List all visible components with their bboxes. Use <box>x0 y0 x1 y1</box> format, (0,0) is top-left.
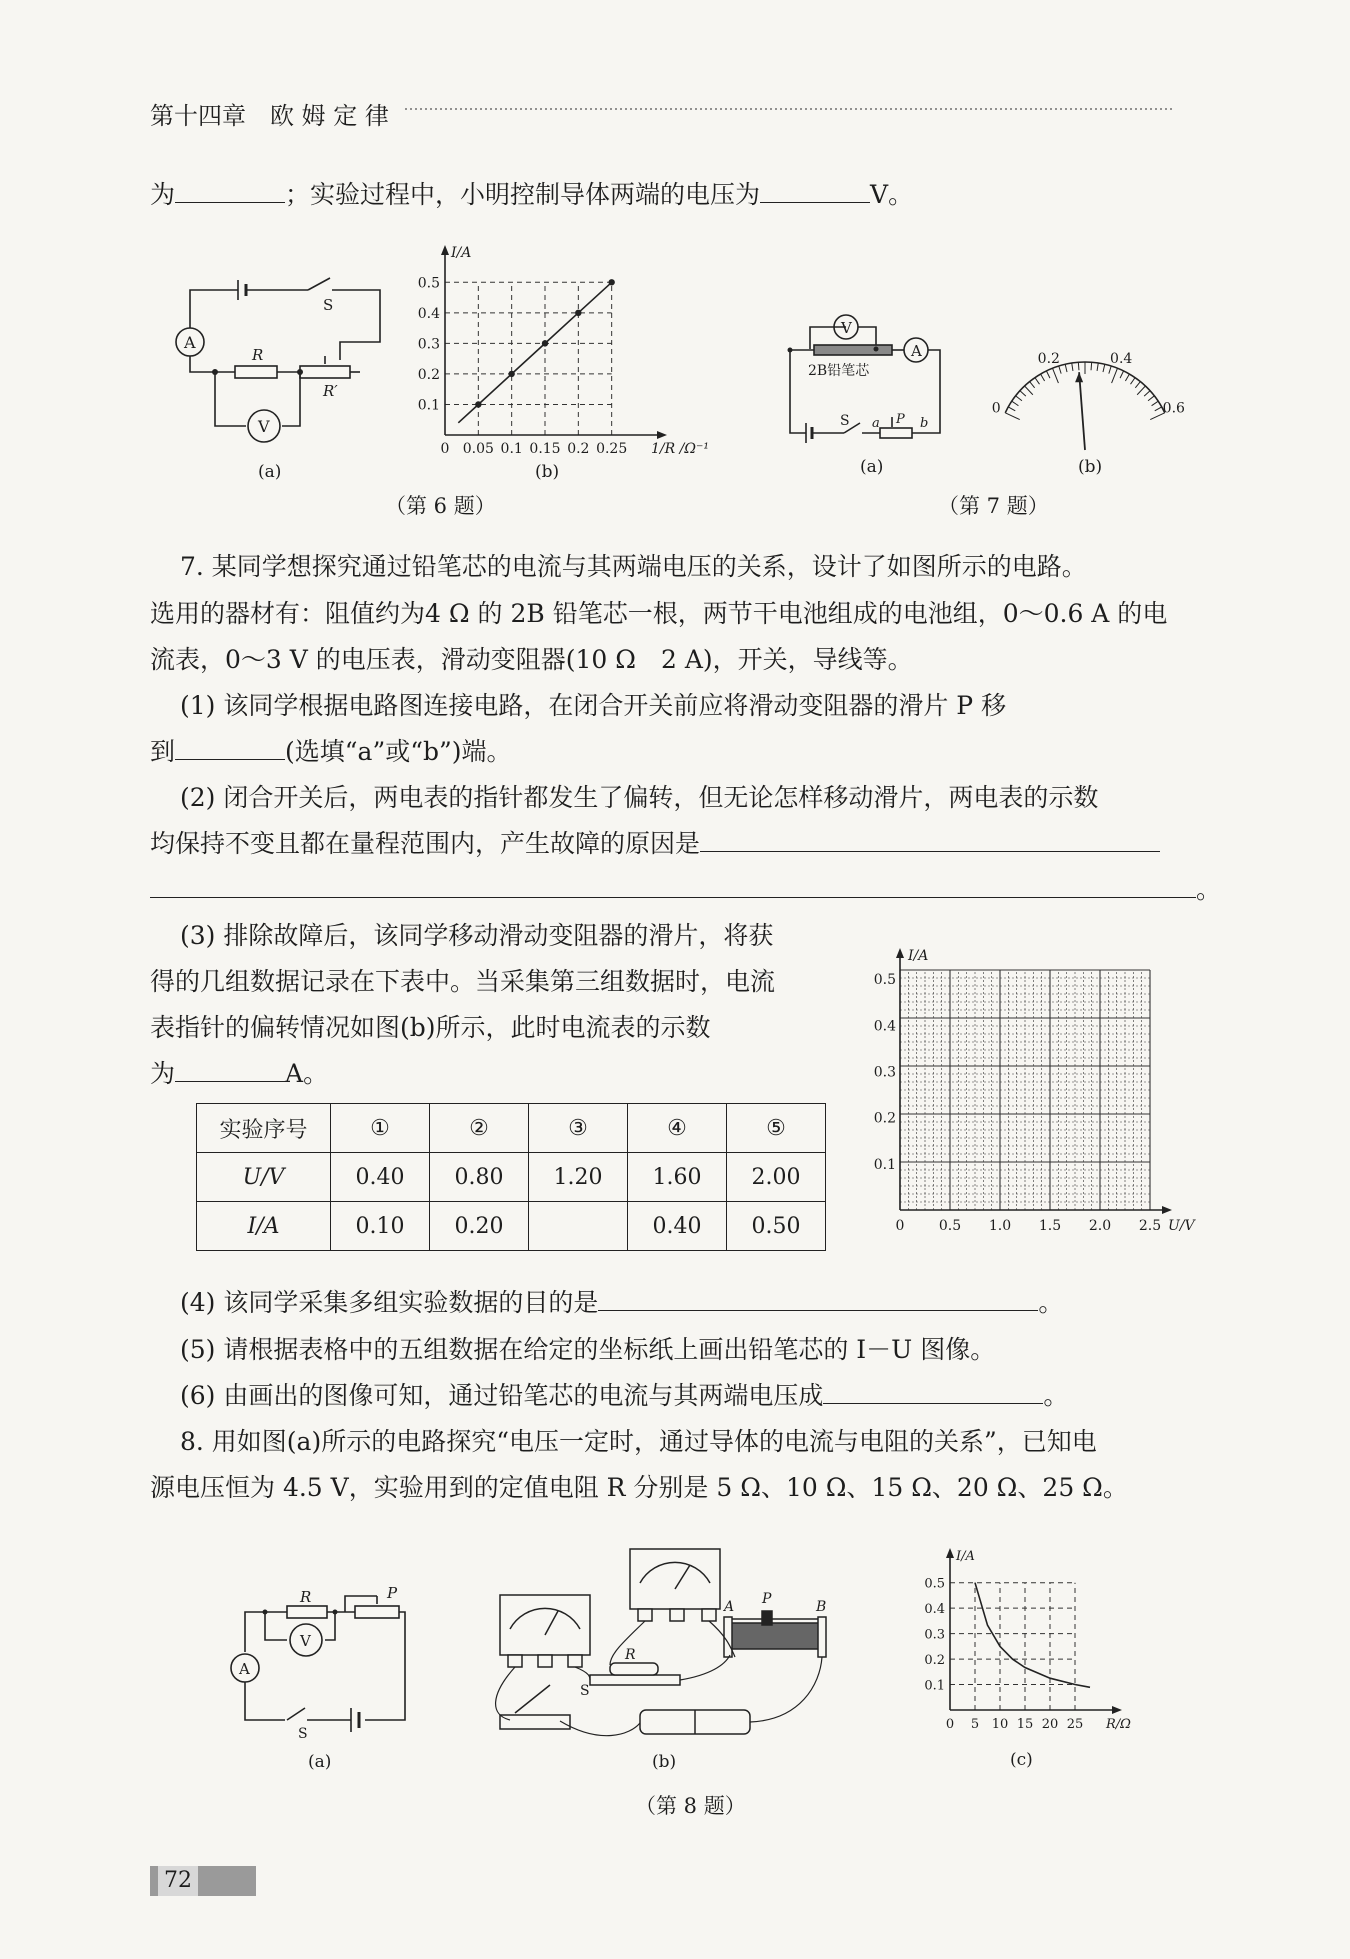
dial-needle <box>1079 372 1085 450</box>
voltmeter-label: V <box>300 1632 311 1650</box>
x-tick-label: 1.5 <box>1038 1218 1062 1234</box>
data-point <box>508 371 514 377</box>
resistor-label: R <box>252 346 264 364</box>
q6-text-line: 为 ；实验过程中，小明控制导体两端的电压为 V。 <box>150 180 914 209</box>
dial-tick <box>1097 363 1098 371</box>
table-cell: 0.10 <box>331 1202 430 1251</box>
y-tick-label: 0.3 <box>873 1064 896 1081</box>
x-tick-label: 0.15 <box>529 441 561 457</box>
y-tick-label: 0.5 <box>873 972 896 989</box>
y-tick-label: 0.4 <box>873 1018 896 1035</box>
q7-stem-line-3: 流表，0～3 V 的电压表，滑动变阻器(10 Ω 2 A)，开关，导线等。 <box>150 645 913 674</box>
q8-fig-c-label: (c) <box>1010 1750 1033 1770</box>
q8-circuit-diagram <box>225 1584 425 1742</box>
dial-tick <box>1059 366 1061 374</box>
table-cell: ⑤ <box>727 1104 826 1153</box>
q8-fig-b-label: (b) <box>652 1752 677 1772</box>
voltmeter-label: V <box>841 319 852 337</box>
photo-rheostat-p-label: P <box>762 1591 772 1607</box>
switch-label: S <box>298 1726 308 1742</box>
rheostat-end-a-label: a <box>872 416 880 431</box>
header-rule <box>405 106 1175 112</box>
x-tick-label: 2.0 <box>1088 1218 1112 1234</box>
resistor-label: R <box>300 1588 312 1606</box>
table-cell: 1.20 <box>529 1153 628 1202</box>
dial-tick <box>1155 407 1162 411</box>
table-cell: 0.50 <box>727 1202 826 1251</box>
table-cell: 0.20 <box>430 1202 529 1251</box>
dial-tick <box>1035 378 1040 385</box>
x-tick-label: 5 <box>970 1717 980 1732</box>
q7-part4-line: (4) 该同学采集多组实验数据的目的是 。 <box>180 1288 1064 1317</box>
y-tick-label: 0.3 <box>417 336 440 353</box>
q7-part3-line-2: 得的几组数据记录在下表中。当采集第三组数据时，电流 <box>150 967 776 996</box>
dial-tick <box>1078 362 1079 370</box>
y-tick-label: 0.2 <box>873 1110 896 1127</box>
x-axis-arrow <box>1112 1706 1122 1714</box>
dial-tick <box>1091 362 1092 370</box>
q7-grid-paper <box>870 930 1220 1250</box>
table-cell: ① <box>331 1104 430 1153</box>
q7-fig-a-label: (a) <box>860 457 884 477</box>
x-tick-label: 0 <box>895 1218 905 1234</box>
voltmeter-label: V <box>258 417 270 436</box>
q7-part3-line-1: (3) 排除故障后，该同学移动滑动变阻器的滑片，将获 <box>180 921 774 950</box>
y-axis-label: I/A <box>908 948 929 964</box>
dial-tick <box>1125 374 1129 381</box>
dial-tick <box>1137 386 1145 395</box>
y-tick-label: 0.1 <box>924 1678 945 1694</box>
x-tick-label: 0.2 <box>567 441 590 457</box>
q7-part3-line-3: 表指针的偏转情况如图(b)所示，此时电流表的示数 <box>150 1013 711 1042</box>
table-row <box>197 1153 826 1202</box>
data-point <box>475 401 481 407</box>
dial-scale-label: 0.6 <box>1162 400 1185 417</box>
x-tick-label: 20 <box>1041 1717 1059 1732</box>
dial-tick <box>1046 371 1050 378</box>
rheostat-label: R′ <box>323 382 338 400</box>
chapter-header: 第十四章 欧 姆 定 律 <box>150 102 389 130</box>
q7-part1-line-2: 到 (选填“a”或“b”)端。 <box>150 737 512 766</box>
table-cell <box>529 1202 628 1251</box>
dial-tick <box>1041 374 1045 381</box>
q7-part5-line: (5) 请根据表格中的五组数据在给定的坐标纸上画出铅笔芯的 I－U 图像。 <box>180 1335 996 1364</box>
data-point <box>608 279 614 285</box>
y-axis-label: I/A <box>451 245 472 261</box>
y-tick-label: 0.3 <box>924 1627 945 1643</box>
q7-stem-line-1: 7. 某同学想探究通过铅笔芯的电流与其两端电压的关系，设计了如图所示的电路。 <box>180 552 1087 581</box>
table-cell: 0.40 <box>628 1202 727 1251</box>
x-axis-label: 1/R /Ω⁻¹ <box>651 441 709 457</box>
q7-part6-line: (6) 由画出的图像可知，通过铅笔芯的电流与其两端电压成 。 <box>180 1381 1069 1410</box>
table-cell: ④ <box>628 1104 727 1153</box>
y-tick-label: 0.2 <box>417 366 440 383</box>
dial-tick <box>1112 368 1118 383</box>
x-tick-label: 1.0 <box>988 1218 1012 1234</box>
q7-data-table <box>196 1103 826 1251</box>
page-number: 72 <box>158 1866 198 1896</box>
x-tick-label: 0.1 <box>500 441 523 457</box>
y-tick-label: 0.4 <box>924 1602 945 1618</box>
ammeter-label: A <box>239 1660 250 1678</box>
table-cell: ③ <box>529 1104 628 1153</box>
q7-part2-line-2: 均保持不变且都在量程范围内，产生故障的原因是 <box>150 827 1160 861</box>
q7-part3-line-4: 为 A。 <box>150 1059 329 1088</box>
q6-chart <box>415 235 709 470</box>
dial-tick <box>1053 368 1059 383</box>
x-tick-label: 10 <box>991 1717 1009 1732</box>
q7-part2-line-1: (2) 闭合开关后，两电表的指针都发生了偏转，但无论怎样移动滑片，两电表的示数 <box>180 783 1099 812</box>
photo-rheostat-a-label: A <box>724 1599 735 1615</box>
table-cell: I/A <box>197 1202 331 1251</box>
q7-part2-line-3: 。 <box>150 873 1221 907</box>
table-cell: 2.00 <box>727 1153 826 1202</box>
dial-tick <box>1025 386 1033 395</box>
dial-needle-tip <box>1075 372 1083 382</box>
slider-p-label: P <box>896 412 905 427</box>
slider-p-label: P <box>387 1584 398 1602</box>
q8-fig-a-label: (a) <box>308 1752 332 1772</box>
dial-tick <box>1065 364 1067 372</box>
switch-label: S <box>840 413 850 429</box>
q7-figure-caption: （第 7 题） <box>938 494 1049 518</box>
x-tick-label: 0.5 <box>938 1218 962 1234</box>
photo-rheostat-b-label: B <box>816 1599 827 1615</box>
q8-stem-line-1: 8. 用如图(a)所示的电路探究“电压一定时，通过导体的电流与电阻的关系”，已知电 <box>180 1427 1097 1456</box>
y-tick-label: 0.2 <box>924 1653 945 1669</box>
table-cell: U/V <box>197 1153 331 1202</box>
dial-tick <box>1148 396 1154 401</box>
switch-label: S <box>323 296 334 314</box>
dial-tick <box>1152 401 1159 405</box>
ammeter-label: A <box>184 333 196 352</box>
q6-figure-caption: （第 6 题） <box>385 494 496 518</box>
q8-figure-caption: （第 8 题） <box>635 1794 746 1818</box>
x-tick-label: 25 <box>1066 1717 1084 1732</box>
dial-tick <box>1030 382 1035 388</box>
pencil-label: 2B铅笔芯 <box>808 363 870 379</box>
table-cell: 实验序号 <box>197 1104 331 1153</box>
q7-part1-line-1: (1) 该同学根据电路图连接电路，在闭合开关前应将滑动变阻器的滑片 P 移 <box>180 691 1007 720</box>
ammeter-label: A <box>911 342 922 360</box>
y-axis-arrow <box>896 948 904 958</box>
q8-stem-line-2: 源电压恒为 4.5 V，实验用到的定值电阻 R 分别是 5 Ω、10 Ω、15 Ω、20 Ω、25 Ω。 <box>150 1473 1128 1502</box>
x-tick-label: 2.5 <box>1138 1218 1162 1234</box>
q8-apparatus-illustration <box>480 1545 860 1760</box>
dial-scale-label: 0 <box>991 400 1001 417</box>
dial-tick <box>1016 396 1022 401</box>
dial-scale-label: 0.2 <box>1037 350 1060 367</box>
y-axis-arrow <box>441 245 449 255</box>
y-axis-label: I/A <box>956 1549 975 1564</box>
q7-fig-b-label: (b) <box>1078 457 1103 477</box>
photo-switch-label: S <box>580 1683 590 1699</box>
y-tick-label: 0.1 <box>417 397 440 414</box>
y-tick-label: 0.5 <box>924 1576 945 1592</box>
table-cell: 1.60 <box>628 1153 727 1202</box>
dial-tick <box>1008 407 1015 411</box>
q7-ammeter-dial <box>985 330 1185 450</box>
dial-tick <box>1020 391 1026 396</box>
x-tick-label: 0 <box>945 1717 955 1732</box>
dial-tick <box>1109 366 1111 374</box>
table-row <box>197 1104 826 1153</box>
dial-tick <box>1144 391 1150 396</box>
data-line <box>975 1583 1090 1688</box>
data-line <box>458 282 611 423</box>
dial-scale-label: 0.4 <box>1110 350 1133 367</box>
x-axis-arrow <box>657 431 667 439</box>
q7-circuit-diagram <box>780 305 950 445</box>
table-cell: ② <box>430 1104 529 1153</box>
x-axis-label: R/Ω <box>1106 1717 1131 1732</box>
q6-fig-a-label: (a) <box>258 462 282 482</box>
dial-tick <box>1072 363 1073 371</box>
q6-fig-b-label: (b) <box>535 462 560 482</box>
x-tick-label: 15 <box>1016 1717 1034 1732</box>
data-point <box>575 310 581 316</box>
x-axis-label: U/V <box>1168 1218 1195 1234</box>
x-axis-arrow <box>1162 1206 1172 1214</box>
y-tick-label: 0.5 <box>417 275 440 292</box>
y-tick-label: 0.4 <box>417 305 440 322</box>
dial-tick <box>1005 413 1020 420</box>
x-tick-label: 0.05 <box>462 441 494 457</box>
data-point <box>542 340 548 346</box>
dial-tick <box>1012 401 1019 405</box>
dial-tick <box>1131 378 1136 385</box>
x-tick-label: 0 <box>440 441 450 457</box>
table-row <box>197 1202 826 1251</box>
dial-tick <box>1103 364 1105 372</box>
q6-circuit-diagram <box>160 260 400 460</box>
table-cell: 0.80 <box>430 1153 529 1202</box>
photo-resistor-label: R <box>625 1647 636 1663</box>
y-axis-arrow <box>946 1548 954 1558</box>
dial-tick <box>1120 371 1124 378</box>
rheostat-end-b-label: b <box>920 416 929 431</box>
q7-stem-line-2: 选用的器材有：阻值约为4 Ω 的 2B 铅笔芯一根，两节干电池组成的电池组，0～0.6 A 的电 <box>150 599 1168 628</box>
dial-tick <box>1135 382 1140 388</box>
table-cell: 0.40 <box>331 1153 430 1202</box>
x-tick-label: 0.25 <box>596 441 628 457</box>
y-tick-label: 0.1 <box>873 1156 896 1173</box>
q8-chart <box>905 1545 1155 1735</box>
